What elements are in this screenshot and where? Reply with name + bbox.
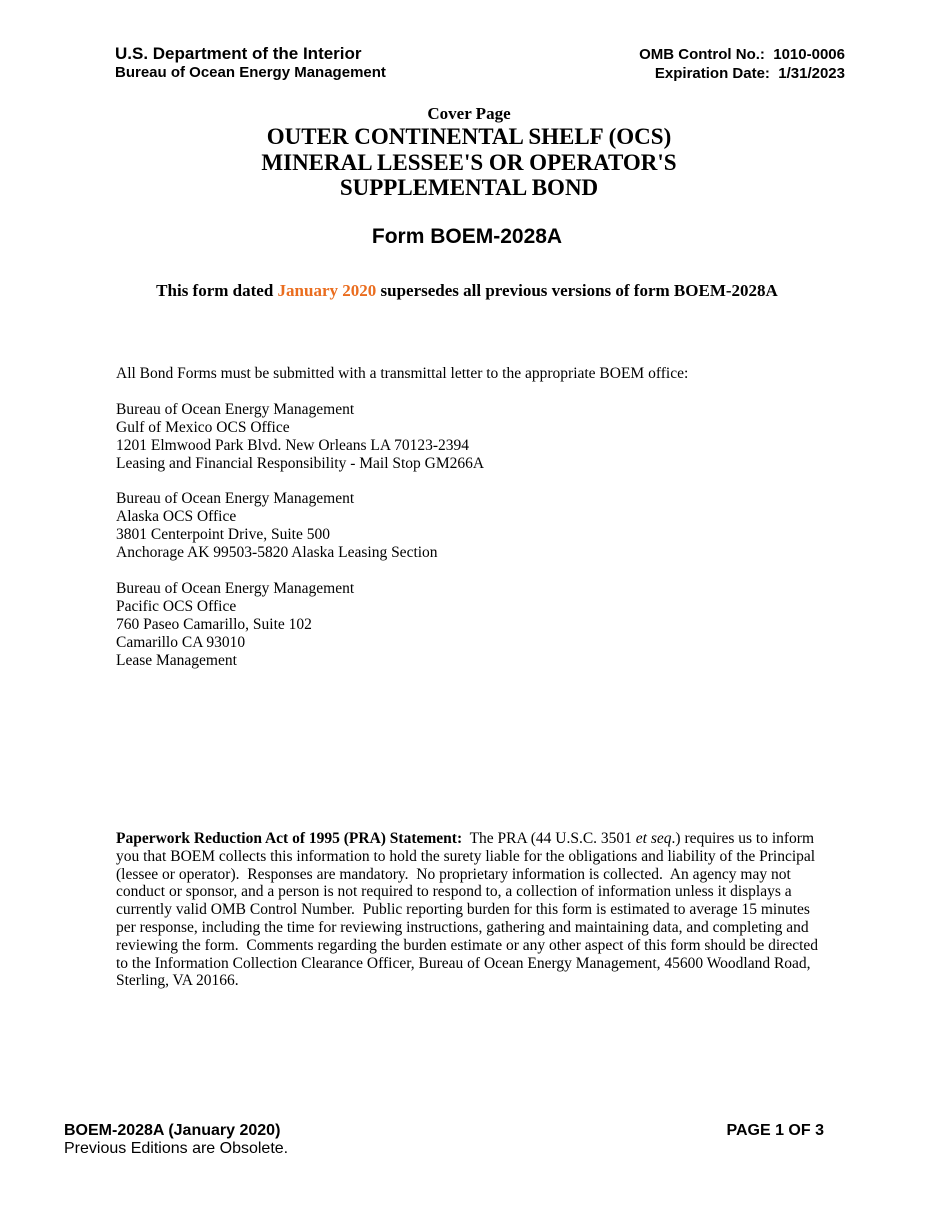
address-line: 1201 Elmwood Park Blvd. New Orleans LA 70123-2394	[116, 437, 470, 454]
pra-statement	[116, 830, 824, 990]
address-line: Camarillo CA 93010	[116, 634, 246, 651]
address-line: Pacific OCS Office	[116, 598, 237, 615]
address-line: Lease Management	[116, 652, 237, 669]
pra-text-2: .) requires us to inform you that BOEM collects this information to hold the surety liable for the obligations and liability of the Principal (lessee or operator). Responses are mandatory. No proprietary information is collected. An agency may not conduct or sponsor, and a person is not required to respond to, a collection of information unless it displays a currently valid OMB Control Number. Public reporting burden for this form is estimated to average 15 minutes per response, including the time for reviewing instructions, gathering and maintaining data, and completing and reviewing the form. Comments regarding the burden estimate or any other aspect of this form should be directed to the Information Collection Clearance Officer, Bureau of Ocean Energy Management, 45600 Woodland Road, Sterling, VA 20166.	[116, 830, 822, 990]
supersedes-suffix: supersedes all previous versions of form BOEM-2028A	[376, 281, 778, 300]
address-line: Anchorage AK 99503-5820 Alaska Leasing Section	[116, 544, 438, 561]
submission-instructions: All Bond Forms must be submitted with a transmittal letter to the appropriate BOEM office:	[116, 365, 689, 382]
form-edition: BOEM-2028A (January 2020)	[64, 1122, 281, 1139]
form-title-line-2: MINERAL LESSEE'S OR OPERATOR'S	[261, 149, 677, 175]
form-title-line-3: SUPPLEMENTAL BOND	[339, 175, 599, 200]
title-block	[0, 104, 938, 201]
address-line: Bureau of Ocean Energy Management	[116, 490, 355, 507]
bureau-name: Bureau of Ocean Energy Management	[115, 64, 386, 81]
form-date: January 2020	[277, 281, 377, 300]
obsolete-note: Previous Editions are Obsolete.	[64, 1140, 289, 1157]
address-line: Bureau of Ocean Energy Management	[116, 580, 355, 597]
address-line: 760 Paseo Camarillo, Suite 102	[116, 616, 312, 633]
address-line: Leasing and Financial Responsibility - Mail Stop GM266A	[116, 455, 485, 472]
omb-control-number: OMB Control No.: 1010-0006	[639, 46, 845, 63]
address-line: Alaska OCS Office	[116, 508, 237, 525]
page-number: PAGE 1 OF 3	[726, 1122, 824, 1139]
address-line: 3801 Centerpoint Drive, Suite 500	[116, 526, 330, 543]
address-gulf-of-mexico	[116, 401, 484, 473]
cover-page-label: Cover Page	[427, 104, 511, 123]
footer-edition	[64, 1122, 288, 1158]
address-alaska	[116, 490, 438, 562]
address-line: Gulf of Mexico OCS Office	[116, 419, 290, 436]
expiration-date: Expiration Date: 1/31/2023	[654, 65, 845, 82]
pra-text-1: The PRA (44 U.S.C. 3501	[462, 830, 636, 847]
address-pacific	[116, 580, 354, 670]
agency-header	[115, 44, 386, 82]
address-line: Bureau of Ocean Energy Management	[116, 401, 355, 418]
department-name: U.S. Department of the Interior	[115, 44, 362, 63]
omb-info	[639, 45, 845, 83]
pra-italic: et seq	[635, 830, 672, 847]
form-title-line-1: OUTER CONTINENTAL SHELF (OCS)	[266, 124, 672, 149]
supersedes-notice	[0, 281, 934, 301]
supersedes-prefix: This form dated	[156, 281, 278, 300]
form-number: Form BOEM-2028A	[371, 225, 563, 248]
pra-heading: Paperwork Reduction Act of 1995 (PRA) Statement:	[116, 830, 463, 847]
